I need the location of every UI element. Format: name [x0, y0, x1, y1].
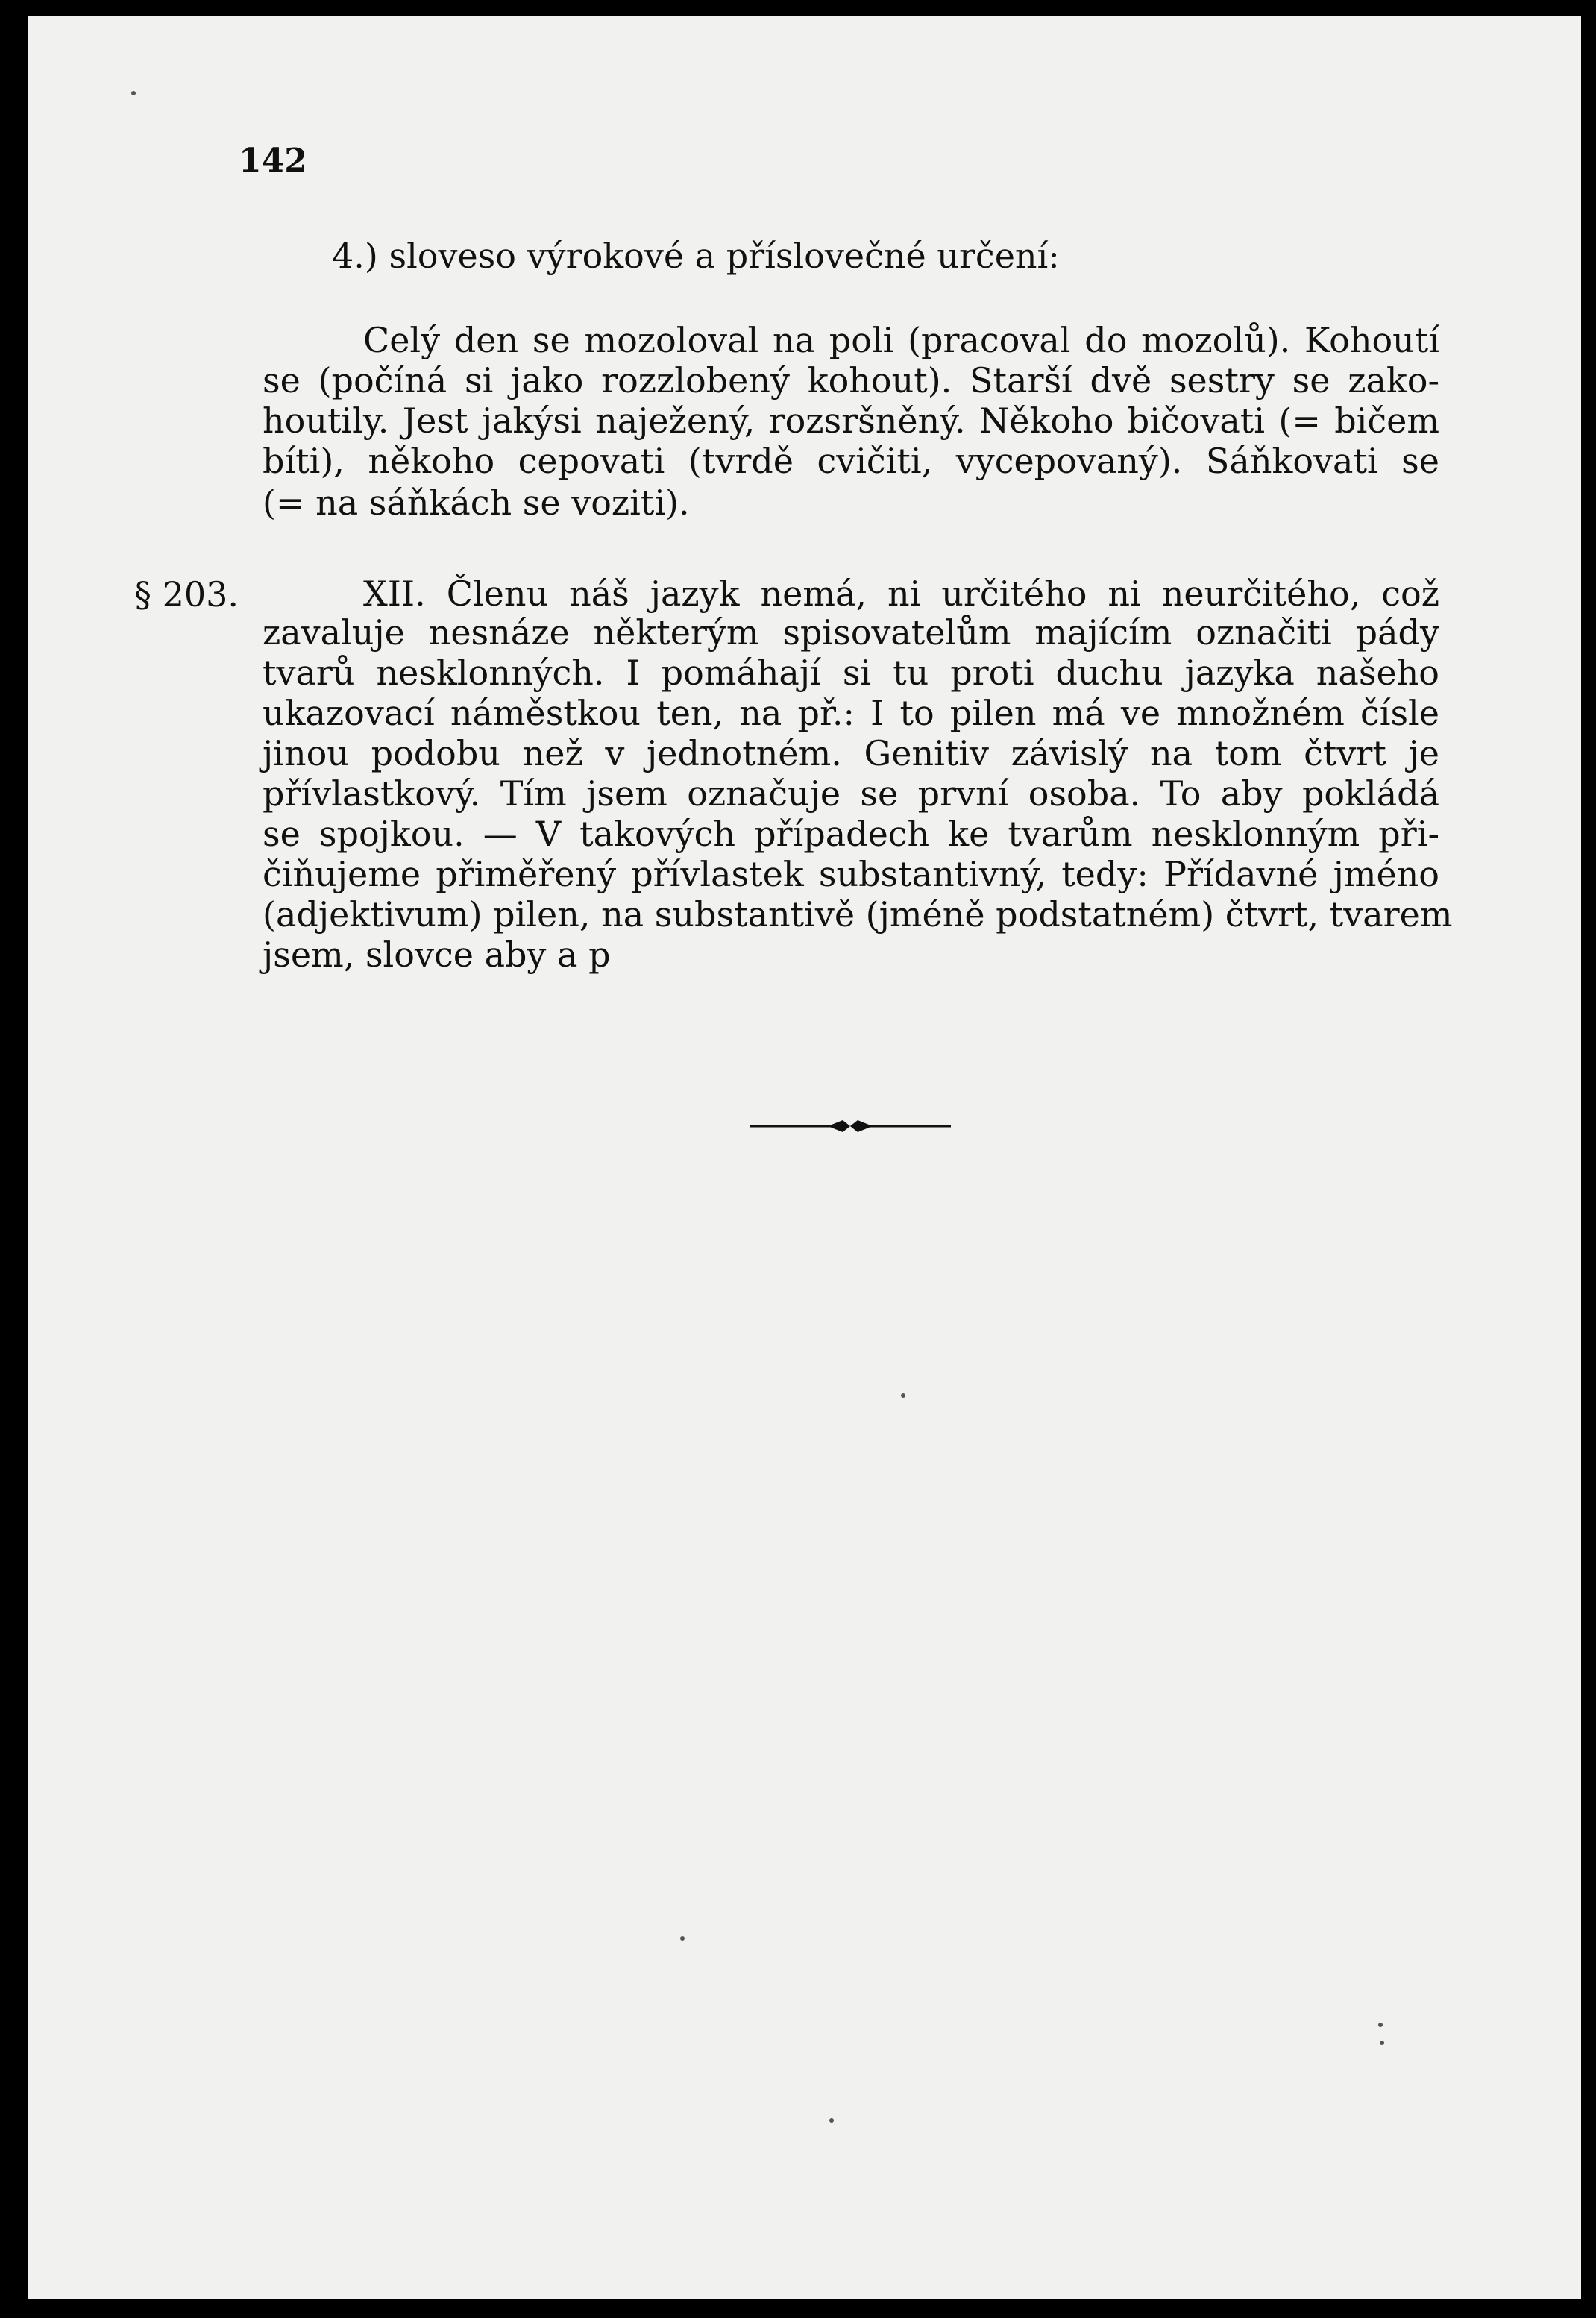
section-line: jsem, slovce aby a p	[263, 935, 611, 975]
section-line: (adjektivum) pilen, na substantivě (jméně podstatném) čtvrt, tvarem	[263, 894, 1453, 935]
section-heading: 4.) sloveso výrokové a příslovečné určení:	[332, 236, 1060, 276]
speck	[1380, 2041, 1384, 2045]
paragraph-line: houtily. Jest jakýsi naježený, rozsršněný. Někoho bičovati (= bičem	[263, 401, 1439, 441]
speck	[1378, 2023, 1383, 2027]
ornament-divider	[750, 1117, 951, 1135]
section-line: přívlastkový. Tím jsem označuje se první osoba. To aby pokládá	[263, 773, 1439, 814]
section-line: ukazovací náměstkou ten, na př.: I to pilen má ve množném čísle	[263, 693, 1439, 733]
section-line: XII. Členu náš jazyk nemá, ni určitého ni neurčitého, což	[363, 574, 1439, 614]
section-line: jinou podobu než v jednotném. Genitiv závislý na tom čtvrt je	[263, 733, 1439, 773]
section-line: se spojkou. — V takových případech ke tvarům nesklonným při-	[263, 814, 1439, 854]
section-line: čiňujeme přiměřený přívlastek substantivný, tedy: Přídavné jméno	[263, 854, 1439, 894]
speck	[131, 91, 136, 95]
section-line: tvarů nesklonných. I pomáhají si tu proti duchu jazyka našeho	[263, 653, 1439, 693]
paragraph-line: Celý den se mozoloval na poli (pracoval do mozolů). Kohoutí	[363, 320, 1439, 360]
paragraph-line: se (počíná si jako rozzlobený kohout). Starší dvě sestry se zako-	[263, 360, 1439, 401]
paragraph-line: bíti), někoho cepovati (tvrdě cvičiti, vycepovaný). Sáňkovati se	[263, 441, 1439, 481]
section-line: zavaluje nesnáze některým spisovatelům majícím označiti pády	[263, 612, 1439, 653]
section-mark: § 203.	[134, 574, 239, 615]
speck	[901, 1393, 905, 1398]
paragraph-line: (= na sáňkách se voziti).	[263, 483, 690, 523]
page-number: 142	[239, 142, 307, 180]
speck	[829, 2118, 834, 2123]
speck	[680, 1936, 685, 1941]
